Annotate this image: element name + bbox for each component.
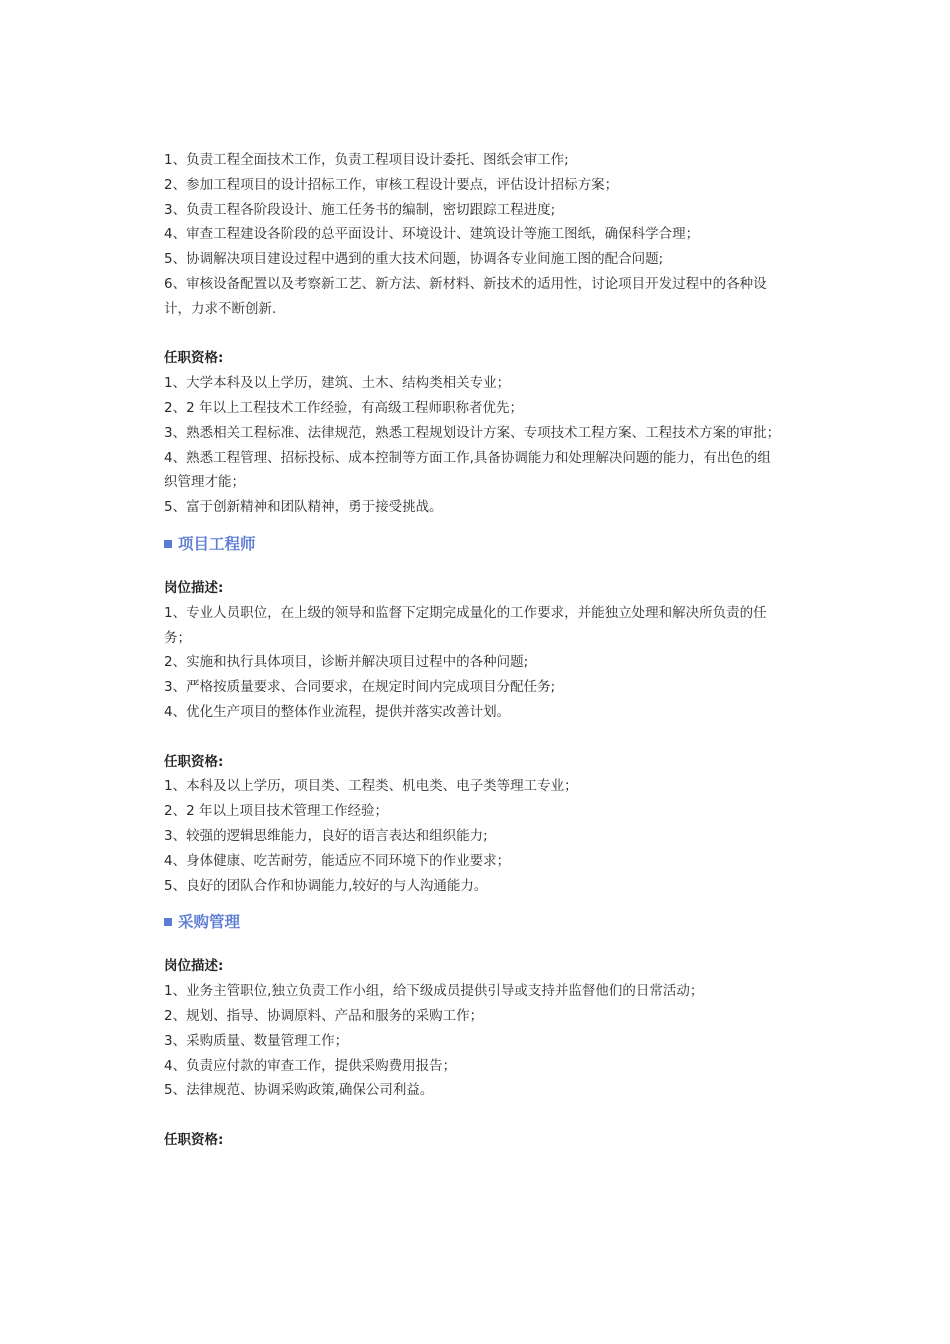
- section-title-project-engineer: [164, 532, 784, 556]
- list-item: 1、本科及以上学历，项目类、工程类、机电类、电子类等理工专业；: [164, 778, 578, 795]
- job-description-label: 岗位描述:: [164, 579, 224, 596]
- qualifications-label: 任职资格:: [164, 1131, 224, 1148]
- section-title-procurement: [164, 910, 784, 934]
- list-item: 4、审查工程建设各阶段的总平面设计、环境设计、建筑设计等施工图纸，确保科学合理；: [164, 226, 700, 243]
- list-item: 4、身体健康、吃苦耐劳，能适应不同环境下的作业要求；: [164, 852, 511, 869]
- list-item: 3、熟悉相关工程标准、法律规范，熟悉工程规划设计方案、专项技术工程方案、工程技术方案的审批；: [164, 424, 781, 441]
- job-description-list: [164, 601, 784, 725]
- list-item: 1、大学本科及以上学历，建筑、土木、结构类相关专业；: [164, 375, 511, 392]
- list-item: 3、负责工程各阶段设计、施工任务书的编制，密切跟踪工程进度;: [164, 201, 556, 218]
- job-description-label: 岗位描述:: [164, 958, 224, 975]
- qualifications-list: [164, 371, 784, 520]
- list-item: 2、参加工程项目的设计招标工作，审核工程设计要点，评估设计招标方案；: [164, 176, 619, 193]
- list-item: 4、优化生产项目的整体作业流程，提供并落实改善计划。: [164, 703, 511, 720]
- spacer: [164, 520, 784, 532]
- list-item: 1、业务主管职位,独立负责工作小组，给下级成员提供引导或支持并监督他们的日常活动；: [164, 983, 704, 1000]
- list-item: 2、2 年以上工程技术工作经验，有高级工程师职称者优先；: [164, 399, 523, 416]
- list-item: 2、2 年以上项目技术管理工作经验；: [164, 803, 388, 820]
- job-description-list: [164, 979, 784, 1103]
- spacer: [164, 934, 784, 954]
- list-item: 3、采购质量、数量管理工作；: [164, 1032, 349, 1049]
- list-item: 5、法律规范、协调采购政策,确保公司利益。: [164, 1082, 434, 1099]
- list-item: 3、较强的逻辑思维能力，良好的语言表达和组织能力;: [164, 827, 488, 844]
- list-item: 2、规划、指导、协调原料、产品和服务的采购工作；: [164, 1007, 484, 1024]
- list-item: 5、协调解决项目建设过程中遇到的重大技术问题，协调各专业间施工图的配合问题;: [164, 251, 664, 268]
- square-bullet-icon: [164, 918, 172, 926]
- responsibilities-list: [164, 148, 784, 322]
- spacer: [164, 898, 784, 910]
- spacer: [164, 725, 784, 750]
- list-item: 5、良好的团队合作和协调能力,较好的与人沟通能力。: [164, 877, 488, 894]
- document-body: [164, 148, 784, 1153]
- list-item: 1、负责工程全面技术工作，负责工程项目设计委托、图纸会审工作;: [164, 152, 569, 168]
- list-item: 1、专业人员职位，在上级的领导和监督下定期完成量化的工作要求，并能独立处理和解决所负责的任务；: [164, 604, 767, 646]
- list-item: 3、严格按质量要求、合同要求，在规定时间内完成项目分配任务;: [164, 679, 556, 696]
- qualifications-list: [164, 774, 784, 898]
- spacer: [164, 1103, 784, 1128]
- list-item: 2、实施和执行具体项目，诊断并解决项目过程中的各种问题;: [164, 654, 529, 671]
- list-item: 4、熟悉工程管理、招标投标、成本控制等方面工作,具备协调能力和处理解决问题的能力，有出色的组织管理才能；: [164, 449, 771, 491]
- qualifications-label: 任职资格:: [164, 753, 224, 770]
- section-title-text: 采购管理: [178, 913, 241, 932]
- section-title-text: 项目工程师: [178, 534, 256, 553]
- spacer: [164, 556, 784, 576]
- qualifications-label: 任职资格:: [164, 350, 224, 367]
- list-item: 4、负责应付款的审查工作，提供采购费用报告；: [164, 1057, 457, 1074]
- square-bullet-icon: [164, 540, 172, 548]
- list-item: 6、审核设备配置以及考察新工艺、新方法、新材料、新技术的适用性，讨论项目开发过程中的各种设计，力求不断创新.: [164, 275, 767, 317]
- spacer: [164, 322, 784, 347]
- list-item: 5、富于创新精神和团队精神，勇于接受挑战。: [164, 499, 443, 516]
